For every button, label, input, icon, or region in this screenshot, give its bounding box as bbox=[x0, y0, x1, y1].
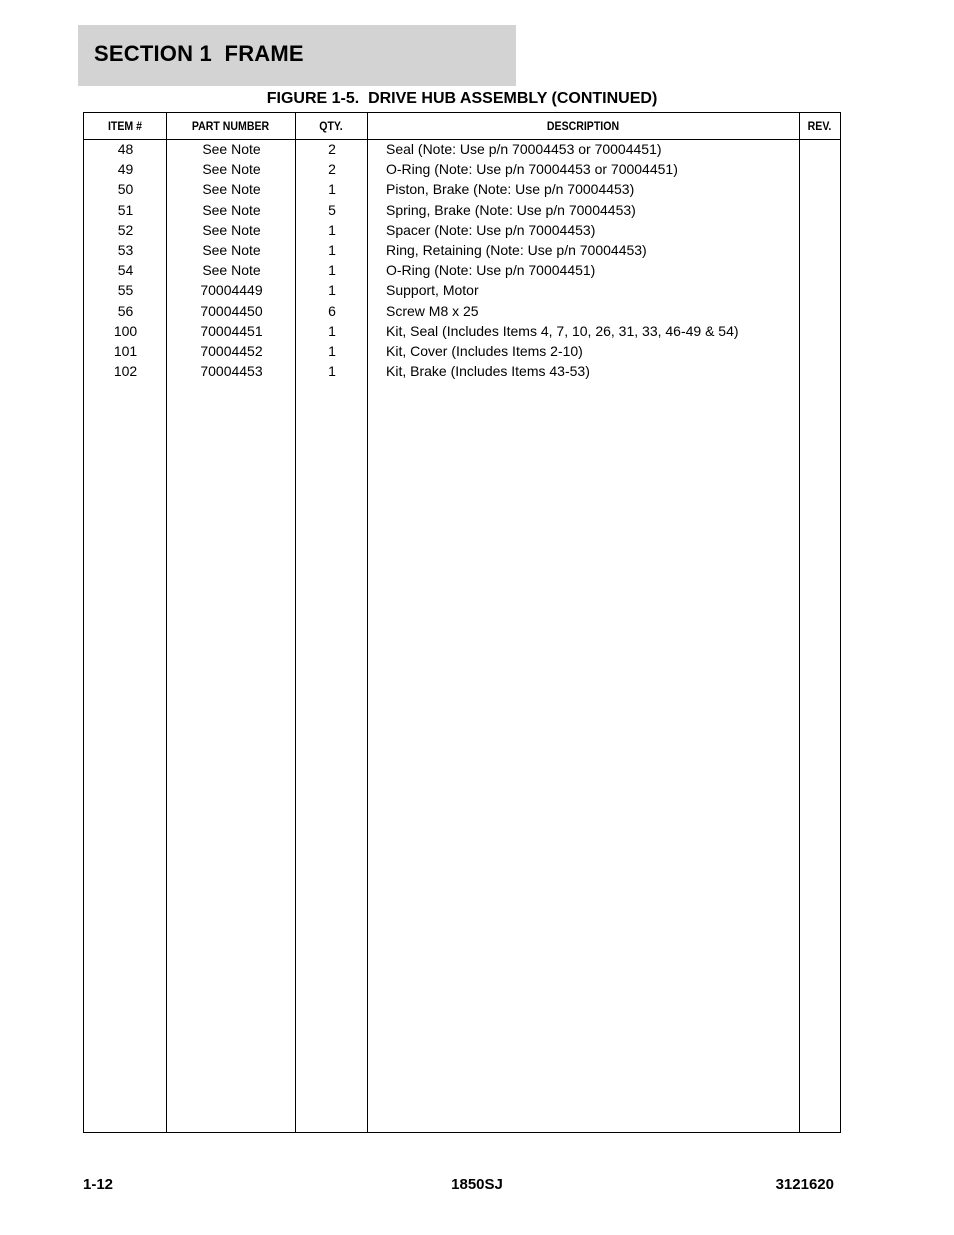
cell-part-number: See Note bbox=[202, 181, 261, 198]
table-row bbox=[84, 280, 840, 300]
cell-qty: 1 bbox=[328, 342, 336, 359]
cell-description: O-Ring (Note: Use p/n 70004451) bbox=[386, 262, 596, 279]
cell-qty: 1 bbox=[328, 363, 336, 380]
page-number: 1-12 bbox=[83, 1176, 114, 1193]
table-row bbox=[84, 260, 840, 280]
header-rev: REV. bbox=[807, 119, 832, 133]
table-row bbox=[84, 200, 840, 220]
table-row bbox=[84, 159, 840, 179]
cell-part-number: See Note bbox=[202, 262, 261, 279]
cell-item: 100 bbox=[113, 322, 138, 339]
cell-part-number: 70004450 bbox=[200, 302, 263, 319]
cell-item: 53 bbox=[117, 241, 134, 258]
cell-item: 50 bbox=[117, 181, 134, 198]
cell-description: Kit, Seal (Includes Items 4, 7, 10, 26, 31, 33, 46-49 & 54) bbox=[386, 322, 739, 339]
cell-item: 55 bbox=[117, 282, 134, 299]
cell-item: 56 bbox=[117, 302, 134, 319]
cell-description: Piston, Brake (Note: Use p/n 70004453) bbox=[386, 181, 635, 198]
cell-qty: 2 bbox=[328, 161, 336, 178]
table-row bbox=[84, 341, 840, 361]
cell-item: 48 bbox=[117, 141, 134, 157]
table-row bbox=[84, 321, 840, 341]
table-row bbox=[84, 220, 840, 240]
cell-part-number: 70004453 bbox=[200, 363, 263, 380]
cell-part-number: See Note bbox=[202, 141, 261, 157]
cell-part-number: See Note bbox=[202, 161, 261, 178]
cell-part-number: 70004451 bbox=[200, 322, 263, 339]
cell-qty: 1 bbox=[328, 322, 336, 339]
cell-description: Spring, Brake (Note: Use p/n 70004453) bbox=[386, 201, 636, 218]
cell-qty: 1 bbox=[328, 262, 336, 279]
cell-qty: 1 bbox=[328, 241, 336, 258]
cell-part-number: See Note bbox=[202, 201, 261, 218]
cell-item: 51 bbox=[117, 201, 134, 218]
cell-qty: 6 bbox=[328, 302, 336, 319]
model-name: 1850SJ bbox=[451, 1176, 503, 1193]
cell-description: Kit, Brake (Includes Items 43-53) bbox=[386, 363, 590, 380]
header-item: ITEM # bbox=[107, 119, 143, 133]
table-row bbox=[84, 179, 840, 199]
figure-title: FIGURE 1-5. DRIVE HUB ASSEMBLY (CONTINUED) bbox=[266, 90, 658, 107]
document-number: 3121620 bbox=[775, 1176, 834, 1193]
cell-item: 54 bbox=[117, 262, 134, 279]
table-body bbox=[84, 139, 840, 381]
section-title: SECTION 1 FRAME bbox=[94, 41, 304, 66]
cell-description: Support, Motor bbox=[386, 282, 479, 299]
table-row bbox=[84, 240, 840, 260]
cell-part-number: See Note bbox=[202, 221, 261, 238]
header-qty: QTY. bbox=[319, 119, 343, 133]
cell-description: Screw M8 x 25 bbox=[386, 302, 479, 319]
cell-description: Kit, Cover (Includes Items 2-10) bbox=[386, 342, 583, 359]
cell-qty: 1 bbox=[328, 221, 336, 238]
header-part-number: PART NUMBER bbox=[191, 119, 270, 133]
cell-qty: 5 bbox=[328, 201, 336, 218]
cell-qty: 1 bbox=[328, 181, 336, 198]
section-banner bbox=[78, 25, 516, 86]
parts-table bbox=[83, 112, 841, 1133]
cell-qty: 2 bbox=[328, 141, 336, 157]
table-row bbox=[84, 361, 840, 381]
cell-part-number: 70004452 bbox=[200, 342, 263, 359]
cell-description: Ring, Retaining (Note: Use p/n 70004453) bbox=[386, 241, 647, 258]
cell-description: O-Ring (Note: Use p/n 70004453 or 70004451) bbox=[386, 161, 678, 178]
cell-item: 49 bbox=[117, 161, 134, 178]
header-description: DESCRIPTION bbox=[546, 119, 620, 133]
cell-item: 101 bbox=[113, 342, 138, 359]
cell-part-number: See Note bbox=[202, 241, 261, 258]
cell-description: Spacer (Note: Use p/n 70004453) bbox=[386, 221, 596, 238]
cell-item: 102 bbox=[113, 363, 138, 380]
table-row bbox=[84, 139, 840, 159]
cell-item: 52 bbox=[117, 221, 134, 238]
cell-description: Seal (Note: Use p/n 70004453 or 70004451) bbox=[386, 141, 662, 157]
cell-part-number: 70004449 bbox=[200, 282, 263, 299]
cell-qty: 1 bbox=[328, 282, 336, 299]
table-row bbox=[84, 301, 840, 321]
